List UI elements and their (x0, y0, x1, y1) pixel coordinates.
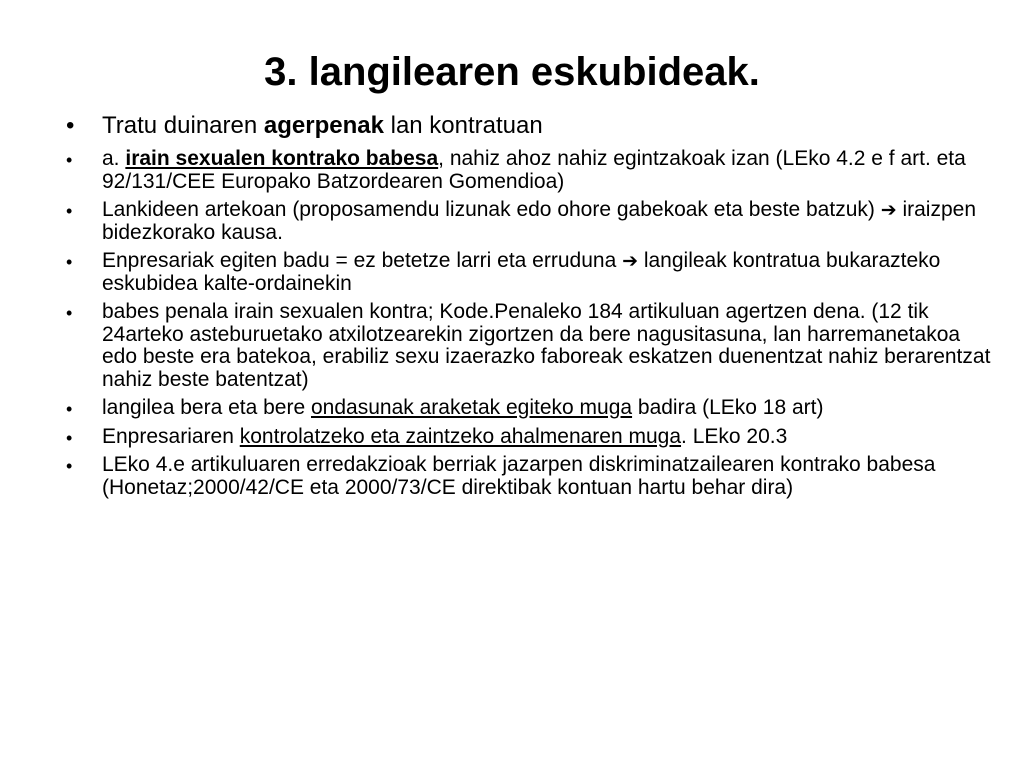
arrow-right-icon: ➔ (622, 250, 638, 272)
item-text: babes penala irain sexualen kontra; Kode.Penaleko 184 artikuluan agertzen dena. (12 tik 24arteko asteburuetako atxilotzearekin zigortzen da bere nagusitasuna, lan harremanetakoa edo beste era batekoa, erabiliz sexu izaerazko faboreak eskatzen duenentzat nahiz berarentzat nahiz beste batentzat) (102, 300, 991, 391)
list-item (66, 148, 996, 193)
list-item (66, 112, 996, 140)
list-item (66, 250, 996, 295)
list-item (66, 199, 996, 244)
bullet-icon: • (66, 399, 73, 419)
bullet-icon: • (66, 112, 75, 139)
bullet-icon: • (66, 201, 73, 221)
arrow-right-icon: ➔ (880, 199, 897, 221)
item-text: langilea bera eta bere ondasunak araketak egiteko muga badira (LEko 18 art) (102, 396, 824, 419)
slide-title: 3. langilearen eskubideak. (264, 50, 760, 94)
item-text: LEko 4.e artikuluaren erredakzioak berriak jazarpen diskriminatzailearen kontrako babesa (Honetaz;2000/42/CE eta 2000/73/CE direktibak kontuan hartu behar dira) (102, 453, 936, 499)
item-text: a. irain sexualen kontrako babesa, nahiz ahoz nahiz egintzakoak izan (LEko 4.2 e f art. eta 92/131/CEE Europako Batzordearen Gomendioa) (102, 147, 966, 193)
bullet-icon: • (66, 427, 73, 448)
bold-underlined-term: irain sexualen kontrako babesa (125, 147, 439, 170)
underlined-term: kontrolatzeko eta zaintzeko ahalmenaren muga (239, 424, 682, 448)
bullet-icon: • (66, 150, 73, 170)
list-item (66, 397, 996, 420)
list-item (66, 454, 996, 499)
bullet-icon: • (66, 456, 73, 476)
bullet-icon: • (66, 252, 73, 272)
bullet-icon: • (66, 303, 73, 323)
bullet-list (66, 112, 996, 505)
underlined-term: ondasunak araketak egiteko muga (311, 396, 633, 419)
item-text: Enpresariaren kontrolatzeko eta zaintzeko ahalmenaren muga. LEko 20.3 (102, 424, 788, 448)
item-text: Enpresariak egiten badu = ez betetze larri eta erruduna ➔ langileak kontratua bukarazteko eskubidea kalte-ordainekin (102, 249, 941, 295)
item-text: Lankideen artekoan (proposamendu lizunak edo ohore gabekoak eta beste batzuk) ➔ iraizpen bidezkorako kausa. (102, 198, 977, 244)
bold-term: agerpenak (263, 112, 384, 139)
list-item (66, 301, 996, 391)
item-text: Tratu duinaren agerpenak lan kontratuan (102, 112, 543, 139)
list-item (66, 426, 996, 449)
